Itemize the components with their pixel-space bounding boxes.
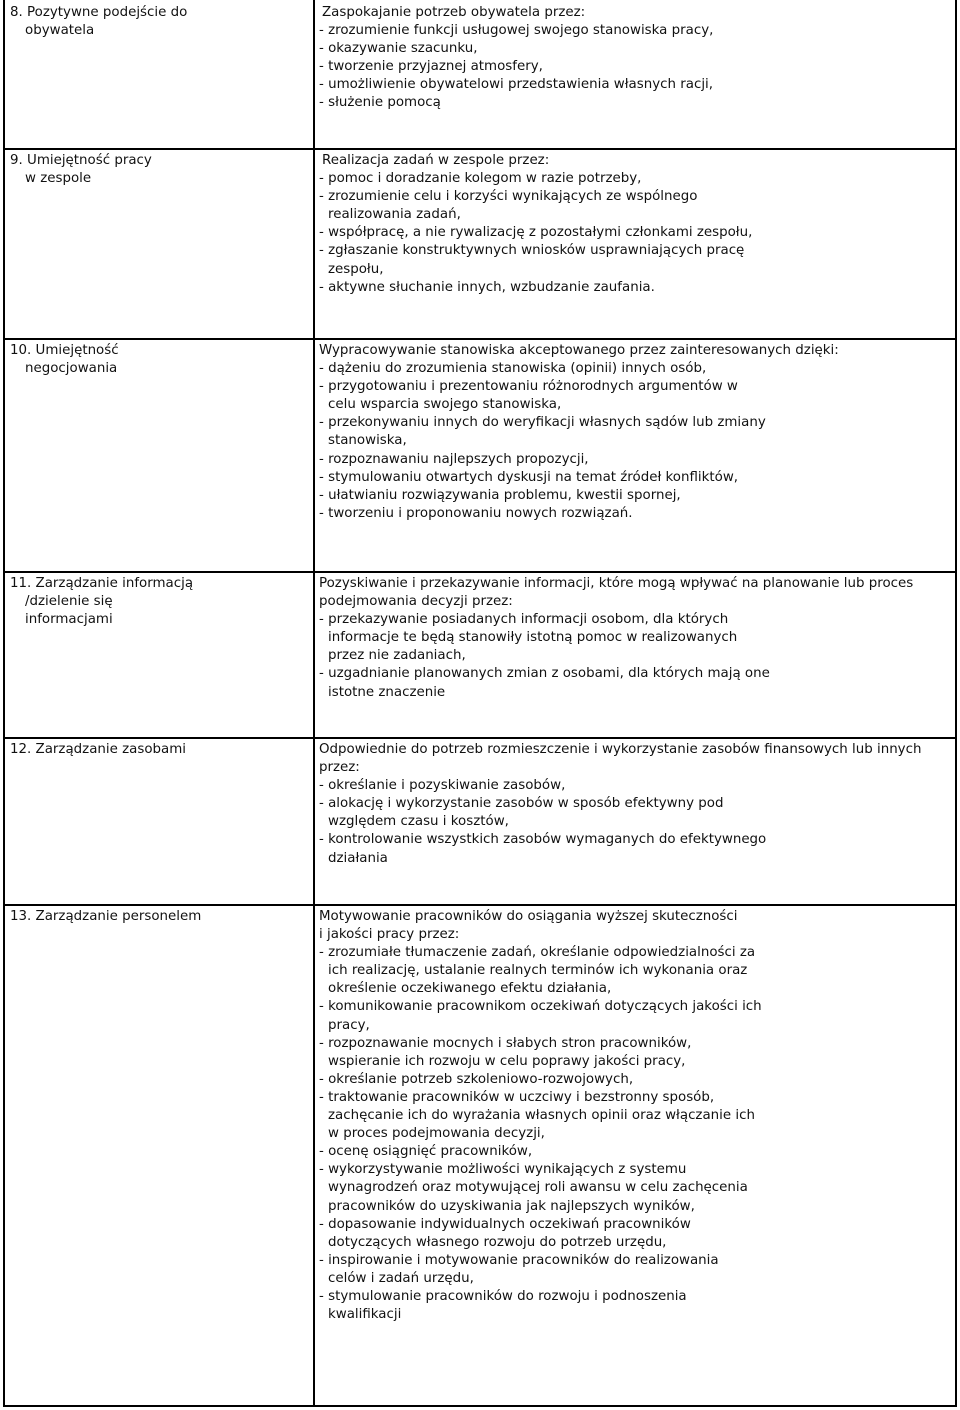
description-line: istotne znaczenie bbox=[328, 684, 446, 700]
description-line: stanowiska, bbox=[328, 433, 407, 449]
description-line: wspieranie ich rozwoju w celu poprawy jakości pracy, bbox=[328, 1053, 686, 1069]
table-row bbox=[5, 340, 955, 573]
description-line: - dopasowanie indywidualnych oczekiwań pracowników bbox=[319, 1216, 691, 1232]
description-line: - tworzenie przyjaznej atmosfery, bbox=[319, 59, 543, 75]
description-line: Realizacja zadań w zespole przez: bbox=[322, 153, 550, 168]
competency-table bbox=[3, 0, 957, 1407]
description-line: - alokację i wykorzystanie zasobów w sposób efektywny pod bbox=[319, 796, 724, 812]
description-line: - określanie potrzeb szkoleniowo-rozwojowych, bbox=[319, 1071, 634, 1087]
competency-name-line: 11. Zarządzanie informacją bbox=[10, 576, 194, 591]
description-line: Odpowiednie do potrzeb rozmieszczenie i wykorzystanie zasobów finansowych lub innych bbox=[319, 742, 922, 757]
description-line: pracowników do uzyskiwania jak najlepszych wyników, bbox=[328, 1198, 695, 1214]
description-line: przez nie zadaniach, bbox=[328, 648, 466, 664]
competency-name-line: negocjowania bbox=[25, 361, 118, 377]
description-line: - dążeniu do zrozumienia stanowiska (opinii) innych osób, bbox=[319, 361, 707, 377]
competency-name-line: /dzielenie się bbox=[25, 594, 113, 610]
description-line: podejmowania decyzji przez: bbox=[319, 594, 513, 610]
competency-name bbox=[10, 342, 321, 378]
description-line: względem czasu i kosztów, bbox=[328, 814, 509, 830]
competency-name-line: informacjami bbox=[25, 612, 113, 628]
description-line: zachęcanie ich do wyrażania własnych opinii oraz włączanie ich bbox=[328, 1108, 755, 1124]
competency-name bbox=[10, 908, 306, 926]
competency-description bbox=[319, 152, 949, 297]
description-line: ich realizację, ustalanie realnych terminów ich wykonania oraz bbox=[328, 963, 748, 979]
description-line: - ocenę osiągnięć pracowników, bbox=[319, 1144, 533, 1160]
description-line: celu wsparcia swojego stanowiska, bbox=[328, 397, 562, 413]
competency-name bbox=[10, 4, 321, 40]
description-line: - tworzeniu i proponowaniu nowych rozwiązań. bbox=[319, 505, 633, 521]
description-line: - umożliwienie obywatelowi przedstawienia własnych racji, bbox=[319, 77, 714, 93]
description-line: - rozpoznawaniu najlepszych propozycji, bbox=[319, 451, 589, 467]
description-line: - stymulowaniu otwartych dyskusji na temat źródeł konfliktów, bbox=[319, 469, 739, 485]
description-line: - ułatwianiu rozwiązywania problemu, kwestii spornej, bbox=[319, 487, 681, 503]
competency-description bbox=[319, 4, 949, 113]
description-line: - pomoc i doradzanie kolegom w razie potrzeby, bbox=[319, 171, 642, 187]
competency-description bbox=[319, 741, 949, 868]
table-row bbox=[5, 739, 955, 906]
description-line: - przekazywanie posiadanych informacji osobom, dla których bbox=[319, 612, 729, 628]
description-line: Motywowanie pracowników do osiągania wyższej skuteczności bbox=[319, 909, 738, 924]
description-line: - aktywne słuchanie innych, wzbudzanie zaufania. bbox=[319, 279, 655, 295]
description-line: wynagrodzeń oraz motywującej roli awansu w celu zachęcenia bbox=[328, 1180, 748, 1196]
description-line: działania bbox=[328, 850, 388, 866]
description-line: - stymulowanie pracowników do rozwoju i podnoszenia bbox=[319, 1288, 687, 1304]
description-line: - inspirowanie i motywowanie pracowników do realizowania bbox=[319, 1252, 719, 1268]
description-line: - współpracę, a nie rywalizację z pozostałymi członkami zespołu, bbox=[319, 225, 753, 241]
description-line: - okazywanie szacunku, bbox=[319, 41, 478, 57]
table-row bbox=[5, 573, 955, 739]
description-line: - zgłaszanie konstruktywnych wniosków usprawniających pracę bbox=[319, 243, 745, 259]
competency-description bbox=[319, 575, 949, 702]
description-line: - zrozumienie celu i korzyści wynikających ze wspólnego bbox=[319, 189, 698, 205]
competency-name-line: 9. Umiejętność pracy bbox=[10, 153, 152, 168]
description-line: celów i zadań urzędu, bbox=[328, 1270, 474, 1286]
description-line: - wykorzystywanie możliwości wynikających z systemu bbox=[319, 1162, 687, 1178]
competency-name-line: 13. Zarządzanie personelem bbox=[10, 909, 202, 924]
competency-description bbox=[319, 908, 949, 1324]
competency-name-line: 12. Zarządzanie zasobami bbox=[10, 742, 186, 757]
competency-name-line: obywatela bbox=[25, 23, 95, 39]
competency-name bbox=[10, 575, 321, 629]
competency-name-line: w zespole bbox=[25, 171, 92, 187]
description-line: - przekonywaniu innych do weryfikacji własnych sądów lub zmiany bbox=[319, 415, 766, 431]
description-line: - traktowanie pracowników w uczciwy i bezstronny sposób, bbox=[319, 1089, 715, 1105]
competency-name bbox=[10, 152, 321, 188]
description-line: Wypracowywanie stanowiska akceptowanego przez zainteresowanych dzięki: bbox=[319, 343, 839, 358]
description-line: i jakości pracy przez: bbox=[319, 927, 460, 943]
description-line: - komunikowanie pracownikom oczekiwań dotyczących jakości ich bbox=[319, 999, 762, 1015]
description-line: - kontrolowanie wszystkich zasobów wymaganych do efektywnego bbox=[319, 832, 767, 848]
table-row bbox=[5, 0, 955, 150]
table-row bbox=[5, 150, 955, 340]
description-line: informacje te będą stanowiły istotną pomoc w realizowanych bbox=[328, 630, 738, 646]
description-line: Zaspokajanie potrzeb obywatela przez: bbox=[322, 5, 586, 20]
description-line: - zrozumiałe tłumaczenie zadań, określanie odpowiedzialności za bbox=[319, 945, 756, 961]
description-line: realizowania zadań, bbox=[328, 207, 461, 223]
description-line: kwalifikacji bbox=[328, 1307, 402, 1323]
description-line: określenie oczekiwanego efektu działania, bbox=[328, 981, 612, 997]
description-line: pracy, bbox=[328, 1017, 370, 1033]
competency-description bbox=[319, 342, 949, 523]
description-line: w proces podejmowania decyzji, bbox=[328, 1126, 545, 1142]
competency-name bbox=[10, 741, 306, 759]
description-line: dotyczących własnego rozwoju do potrzeb urzędu, bbox=[328, 1234, 667, 1250]
description-line: Pozyskiwanie i przekazywanie informacji, które mogą wpływać na planowanie lub proces bbox=[319, 576, 914, 591]
description-line: - uzgadnianie planowanych zmian z osobami, dla których mają one bbox=[319, 666, 770, 682]
competency-name-line: 8. Pozytywne podejście do bbox=[10, 5, 188, 20]
description-line: - przygotowaniu i prezentowaniu różnorodnych argumentów w bbox=[319, 379, 738, 395]
description-line: przez: bbox=[319, 760, 360, 776]
table-row bbox=[5, 906, 955, 1407]
description-line: - służenie pomocą bbox=[319, 95, 441, 111]
description-line: - rozpoznawanie mocnych i słabych stron pracowników, bbox=[319, 1035, 692, 1051]
description-line: zespołu, bbox=[328, 261, 384, 277]
competency-name-line: 10. Umiejętność bbox=[10, 343, 119, 358]
description-line: - zrozumienie funkcji usługowej swojego stanowiska pracy, bbox=[319, 23, 714, 39]
description-line: - określanie i pozyskiwanie zasobów, bbox=[319, 778, 566, 794]
